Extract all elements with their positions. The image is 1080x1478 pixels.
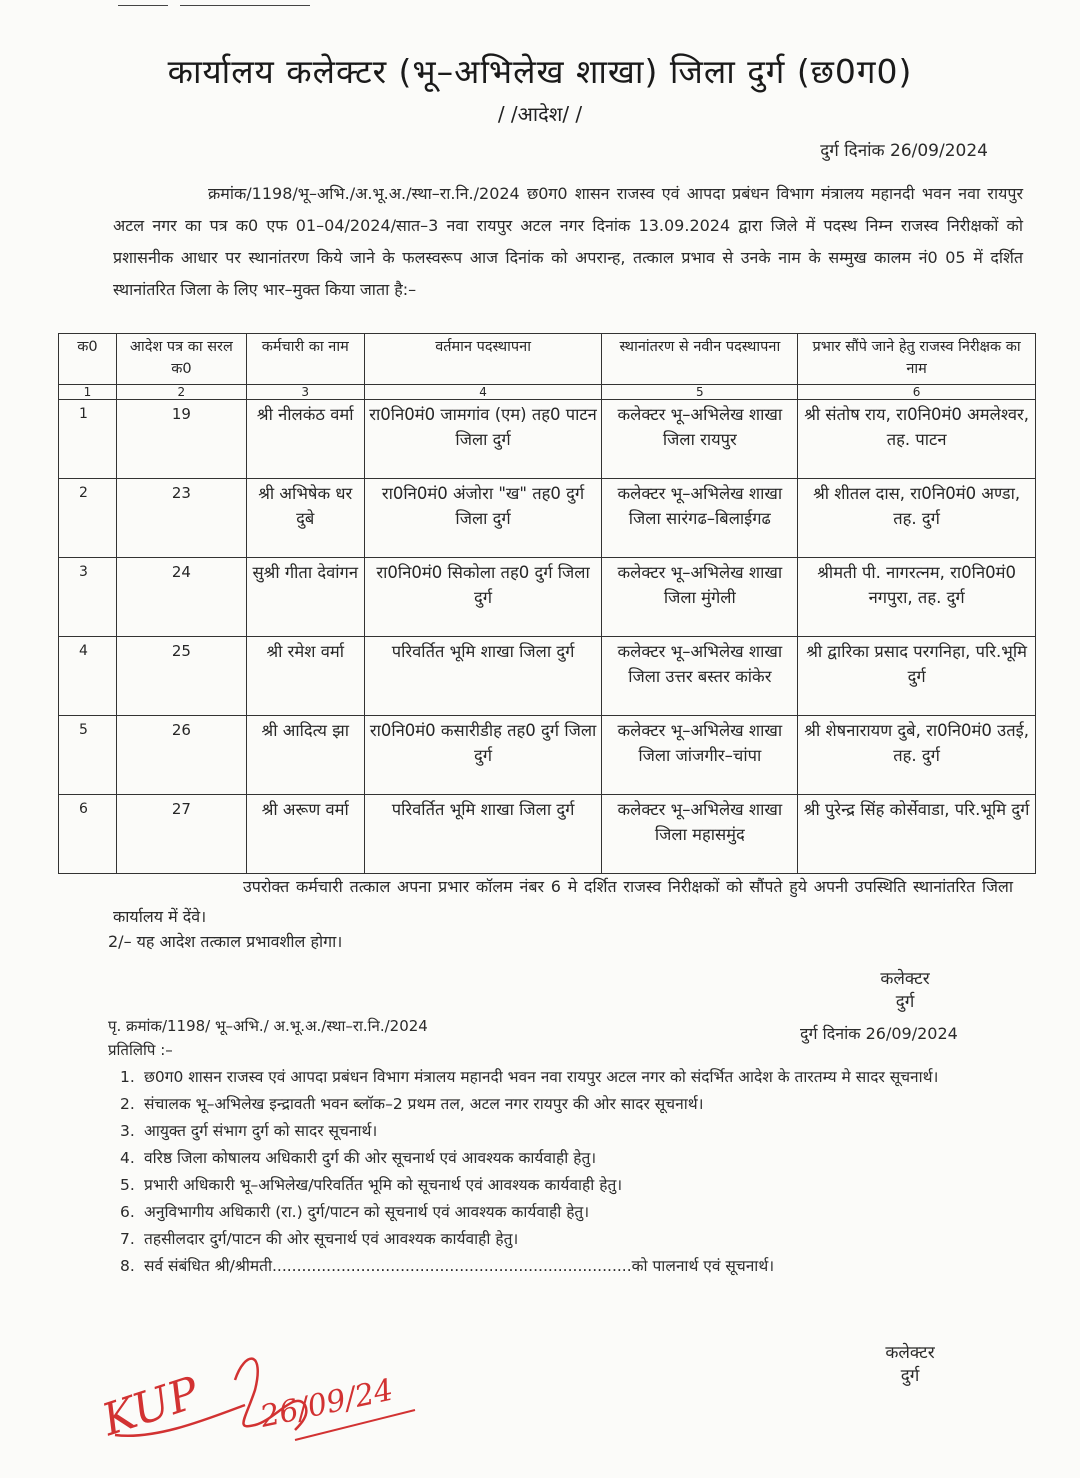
signature-block [840,966,970,1012]
copy-list-item [108,1253,1056,1280]
table-row [59,400,1036,479]
cell-charge-to: श्री संतोष राय, रा0नि0मं0 अमलेश्वर, तह. पाटन [798,400,1036,479]
column-number: 3 [246,385,364,400]
table-row [59,637,1036,716]
cell-employee: श्री नीलकंठ वर्मा [246,400,364,479]
column-number: 1 [59,385,117,400]
cell-current-post: रा0नि0मं0 जामगांव (एम) तह0 पाटन जिला दुर्ग [364,400,602,479]
copy-item-number: 7. [120,1230,135,1248]
table-row [59,479,1036,558]
copy-list-item [108,1199,1056,1226]
copy-item-number: 4. [120,1149,135,1167]
cell-order-no: 26 [116,716,246,795]
cell-order-no: 25 [116,637,246,716]
copy-list-item [108,1226,1056,1253]
cell-charge-to: श्री पुरेन्द्र सिंह कोर्सेवाडा, परि.भूमि दुर्ग [798,795,1036,874]
signature-place: दुर्ग [895,992,915,1012]
cell-current-post: रा0नि0मं0 अंजोरा "ख" तह0 दुर्ग जिला दुर्ग [364,479,602,558]
copy-item-text: अनुविभागीय अधिकारी (रा.) दुर्ग/पाटन को सूचनार्थ एवं आवश्यक कार्यवाही हेतु। [144,1203,590,1221]
office-title: कार्यालय कलेक्टर (भू–अभिलेख शाखा) जिला दुर्ग (छ0ग0) [167,52,913,91]
copy-date: दुर्ग दिनांक 26/09/2024 [800,1024,958,1043]
copy-ref: पृ. क्रमांक/1198/ भू–अभि./ अ.भू.अ./स्था–रा.नि./2024 [108,1017,428,1035]
cell-serial: 2 [59,479,117,558]
copy-label: प्रतिलिपि :– [108,1041,173,1059]
column-number: 4 [364,385,602,400]
signature-title: कलेक्टर [880,969,930,989]
cell-charge-to: श्रीमती पी. नागरत्नम, रा0नि0मं0 नगपुरा, तह. दुर्ग [798,558,1036,637]
copy-item-text: संचालक भू–अभिलेख इन्द्रावती भवन ब्लॉक–2 प्रथम तल, अटल नगर रायपुर की ओर सादर सूचनार्थ। [144,1095,704,1113]
copy-item-text: सर्व संबंधित श्री/श्रीमती.........................................................................को पालनार्थ एवं सूचनार्थ। [144,1257,775,1275]
cell-new-post: कलेक्टर भू–अभिलेख शाखा जिला महासमुंद [602,795,798,874]
copy-item-number: 8. [120,1257,135,1275]
cell-serial: 5 [59,716,117,795]
cell-current-post: परिवर्तित भूमि शाखा जिला दुर्ग [364,795,602,874]
col-header-serial: क0 [59,334,117,385]
instruction-paragraph: उपरोक्त कर्मचारी तत्काल अपना प्रभार कॉलम नंबर 6 मे दर्शित राजस्व निरीक्षकों को सौंपते हुये अपनी उपस्थिति स्थानांतरित जिला कार्यालय में देंवे। [113,877,1013,926]
copy-item-number: 6. [120,1203,135,1221]
order-heading: / /आदेश/ / [497,102,583,126]
column-number-row [59,385,1036,400]
copy-list-item [108,1145,1056,1172]
copy-item-number: 5. [120,1176,135,1194]
cell-charge-to: श्री द्वारिका प्रसाद परगनिहा, परि.भूमि दुर्ग [798,637,1036,716]
cell-order-no: 24 [116,558,246,637]
cell-current-post: परिवर्तित भूमि शाखा जिला दुर्ग [364,637,602,716]
cell-employee: श्री रमेश वर्मा [246,637,364,716]
cell-serial: 4 [59,637,117,716]
col-header-new-post: स्थानांतरण से नवीन पदस्थापना [602,334,798,385]
effective-clause: 2/– यह आदेश तत्काल प्रभावशील होगा। [108,932,343,951]
cell-order-no: 27 [116,795,246,874]
handwritten-initials-text: KUP [96,1367,206,1447]
signature-place: दुर्ग [900,1366,920,1386]
intro-paragraph: क्रमांक/1198/भू–अभि./अ.भू.अ./स्था–रा.नि./2024 छ0ग0 शासन राजस्व एवं आपदा प्रबंधन विभाग मंत्रालय महानदी भवन नवा रायपुर अटल नगर का पत्र क0 एफ 01–04/2024/सात–3 नवा रायपुर अटल नगर दिनांक 13.09.2024 द्वारा जिले में पदस्थ निम्न राजस्व निरीक्षकों को प्रशासनीक आधार पर स्थानांतरण किये जाने के फलस्वरूप आज दिनांक को अपरान्ह, तत्काल प्रभाव से उनके नाम के सम्मुख कालम नं0 05 में दर्शित स्थानांतरित जिला के लिए भार–मुक्त किया जाता है:– [113,184,1023,299]
top-edge-line [180,5,310,6]
signature-title: कलेक्टर [885,1343,935,1363]
copy-header [108,1014,428,1062]
cell-employee: श्री अभिषेक धर दुबे [246,479,364,558]
copy-item-text: वरिष्ठ जिला कोषालय अधिकारी दुर्ग की ओर सूचनार्थ एवं आवश्यक कार्यवाही हेतु। [144,1149,597,1167]
cell-new-post: कलेक्टर भू–अभिलेख शाखा जिला सारंगढ–बिलाईगढ [602,479,798,558]
copy-list-item [108,1172,1056,1199]
cell-serial: 6 [59,795,117,874]
cell-employee: श्री अरूण वर्मा [246,795,364,874]
col-header-order-no: आदेश पत्र का सरल क0 [116,334,246,385]
cell-employee: सुश्री गीता देवांगन [246,558,364,637]
cell-order-no: 23 [116,479,246,558]
signature-block [845,1340,975,1386]
column-number: 2 [116,385,246,400]
copy-list [108,1064,1056,1280]
table-row [59,558,1036,637]
transfer-table [58,333,1036,874]
copy-item-text: छ0ग0 शासन राजस्व एवं आपदा प्रबंधन विभाग मंत्रालय महानदी भवन नवा रायपुर अटल नगर को संदर्भित आदेश के तारतम्य मे सादर सूचनार्थ। [144,1068,939,1086]
copy-list-item [108,1118,1056,1145]
copy-item-number: 3. [120,1122,135,1140]
col-header-current-post: वर्तमान पदस्थापना [364,334,602,385]
col-header-charge-to: प्रभार सौंपे जाने हेतु राजस्व निरीक्षक का नाम [798,334,1036,385]
copy-list-item [108,1091,1056,1118]
cell-serial: 1 [59,400,117,479]
copy-item-text: प्रभारी अधिकारी भू–अभिलेख/परिवर्तित भूमि को सूचनार्थ एवं आवश्यक कार्यवाही हेतु। [144,1176,623,1194]
cell-new-post: कलेक्टर भू–अभिलेख शाखा जिला मुंगेली [602,558,798,637]
col-header-employee: कर्मचारी का नाम [246,334,364,385]
cell-employee: श्री आदित्य झा [246,716,364,795]
table-row [59,716,1036,795]
cell-order-no: 19 [116,400,246,479]
column-number: 6 [798,385,1036,400]
handwritten-date: 26/09/24 [257,1372,397,1435]
cell-new-post: कलेक्टर भू–अभिलेख शाखा जिला जांजगीर–चांपा [602,716,798,795]
cell-current-post: रा0नि0मं0 सिकोला तह0 दुर्ग जिला दुर्ग [364,558,602,637]
copy-item-number: 1. [120,1068,135,1086]
cell-charge-to: श्री शेषनारायण दुबे, रा0नि0मं0 उतई, तह. दुर्ग [798,716,1036,795]
cell-new-post: कलेक्टर भू–अभिलेख शाखा जिला रायपुर [602,400,798,479]
cell-new-post: कलेक्टर भू–अभिलेख शाखा जिला उत्तर बस्तर कांकेर [602,637,798,716]
copy-item-number: 2. [120,1095,135,1113]
copy-item-text: तहसीलदार दुर्ग/पाटन की ओर सूचनार्थ एवं आवश्यक कार्यवाही हेतु। [144,1230,519,1248]
copy-list-item [108,1064,1056,1091]
order-date: दुर्ग दिनांक 26/09/2024 [820,141,988,161]
table-row [59,795,1036,874]
column-number: 5 [602,385,798,400]
copy-item-text: आयुक्त दुर्ग संभाग दुर्ग को सादर सूचनार्थ। [144,1122,378,1140]
cell-charge-to: श्री शीतल दास, रा0नि0मं0 अण्डा, तह. दुर्ग [798,479,1036,558]
top-edge-line [118,5,168,6]
handwritten-initials [95,1310,425,1470]
cell-serial: 3 [59,558,117,637]
cell-current-post: रा0नि0मं0 कसारीडीह तह0 दुर्ग जिला दुर्ग [364,716,602,795]
